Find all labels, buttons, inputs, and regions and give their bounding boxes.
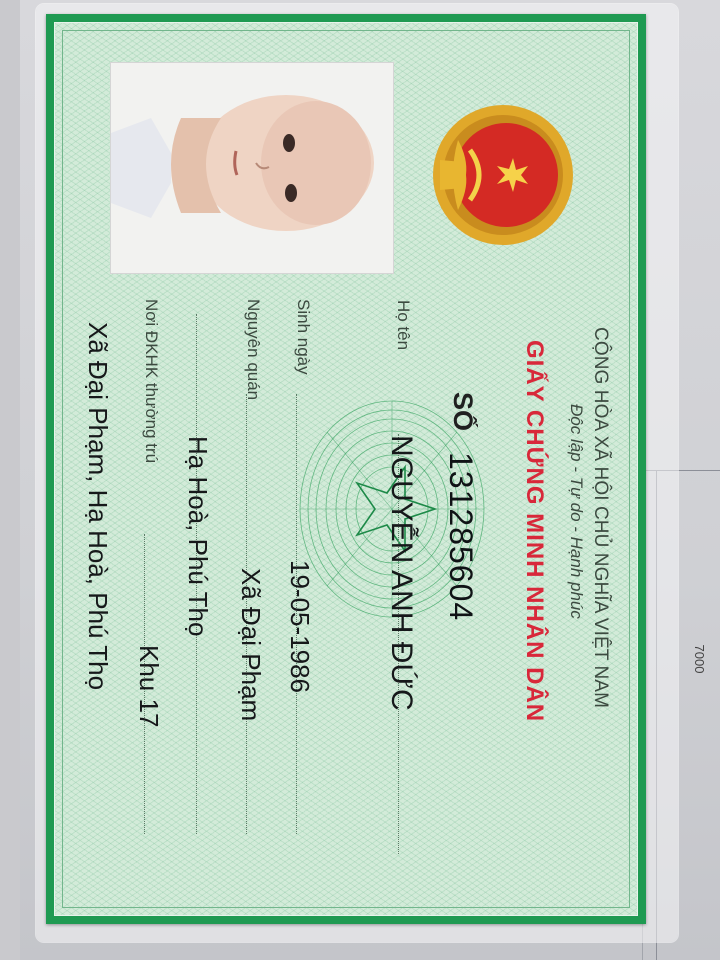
card-title: GIẤY CHỨNG MINH NHÂN DÂN [521, 340, 548, 723]
name-value: NGUYỄN ANH ĐỨC [385, 435, 418, 711]
dob-value: 19-05-1986 [285, 560, 315, 693]
origin-label: Nguyên quán [244, 299, 263, 401]
id-card [46, 14, 646, 924]
residence-value-line1: Khu 17 [134, 645, 164, 728]
national-motto: Độc lập - Tự do - Hạnh phúc [567, 404, 586, 619]
country-heading: CỘNG HÒA XÃ HỘI CHỦ NGHĨA VIỆT NAM [590, 327, 611, 708]
name-label: Họ tên [394, 300, 413, 351]
dob-label: Sinh ngày [294, 299, 313, 375]
residence-label: Nơi ĐKHK thường trú [142, 299, 161, 464]
ruler-label: 7000 [692, 644, 707, 674]
origin-value-line1: Xã Đại Phạm [236, 568, 266, 722]
residence-value-line2: Xã Đại Phạm, Hạ Hoà, Phú Thọ [83, 322, 113, 691]
origin-value-line2: Hạ Hoà, Phú Thọ [183, 436, 213, 637]
portrait-image [111, 63, 393, 273]
number-label: SỐ [448, 392, 478, 432]
national-emblem-seal [428, 100, 578, 250]
portrait-photo [110, 62, 394, 274]
id-number: 131285604 [443, 452, 479, 622]
